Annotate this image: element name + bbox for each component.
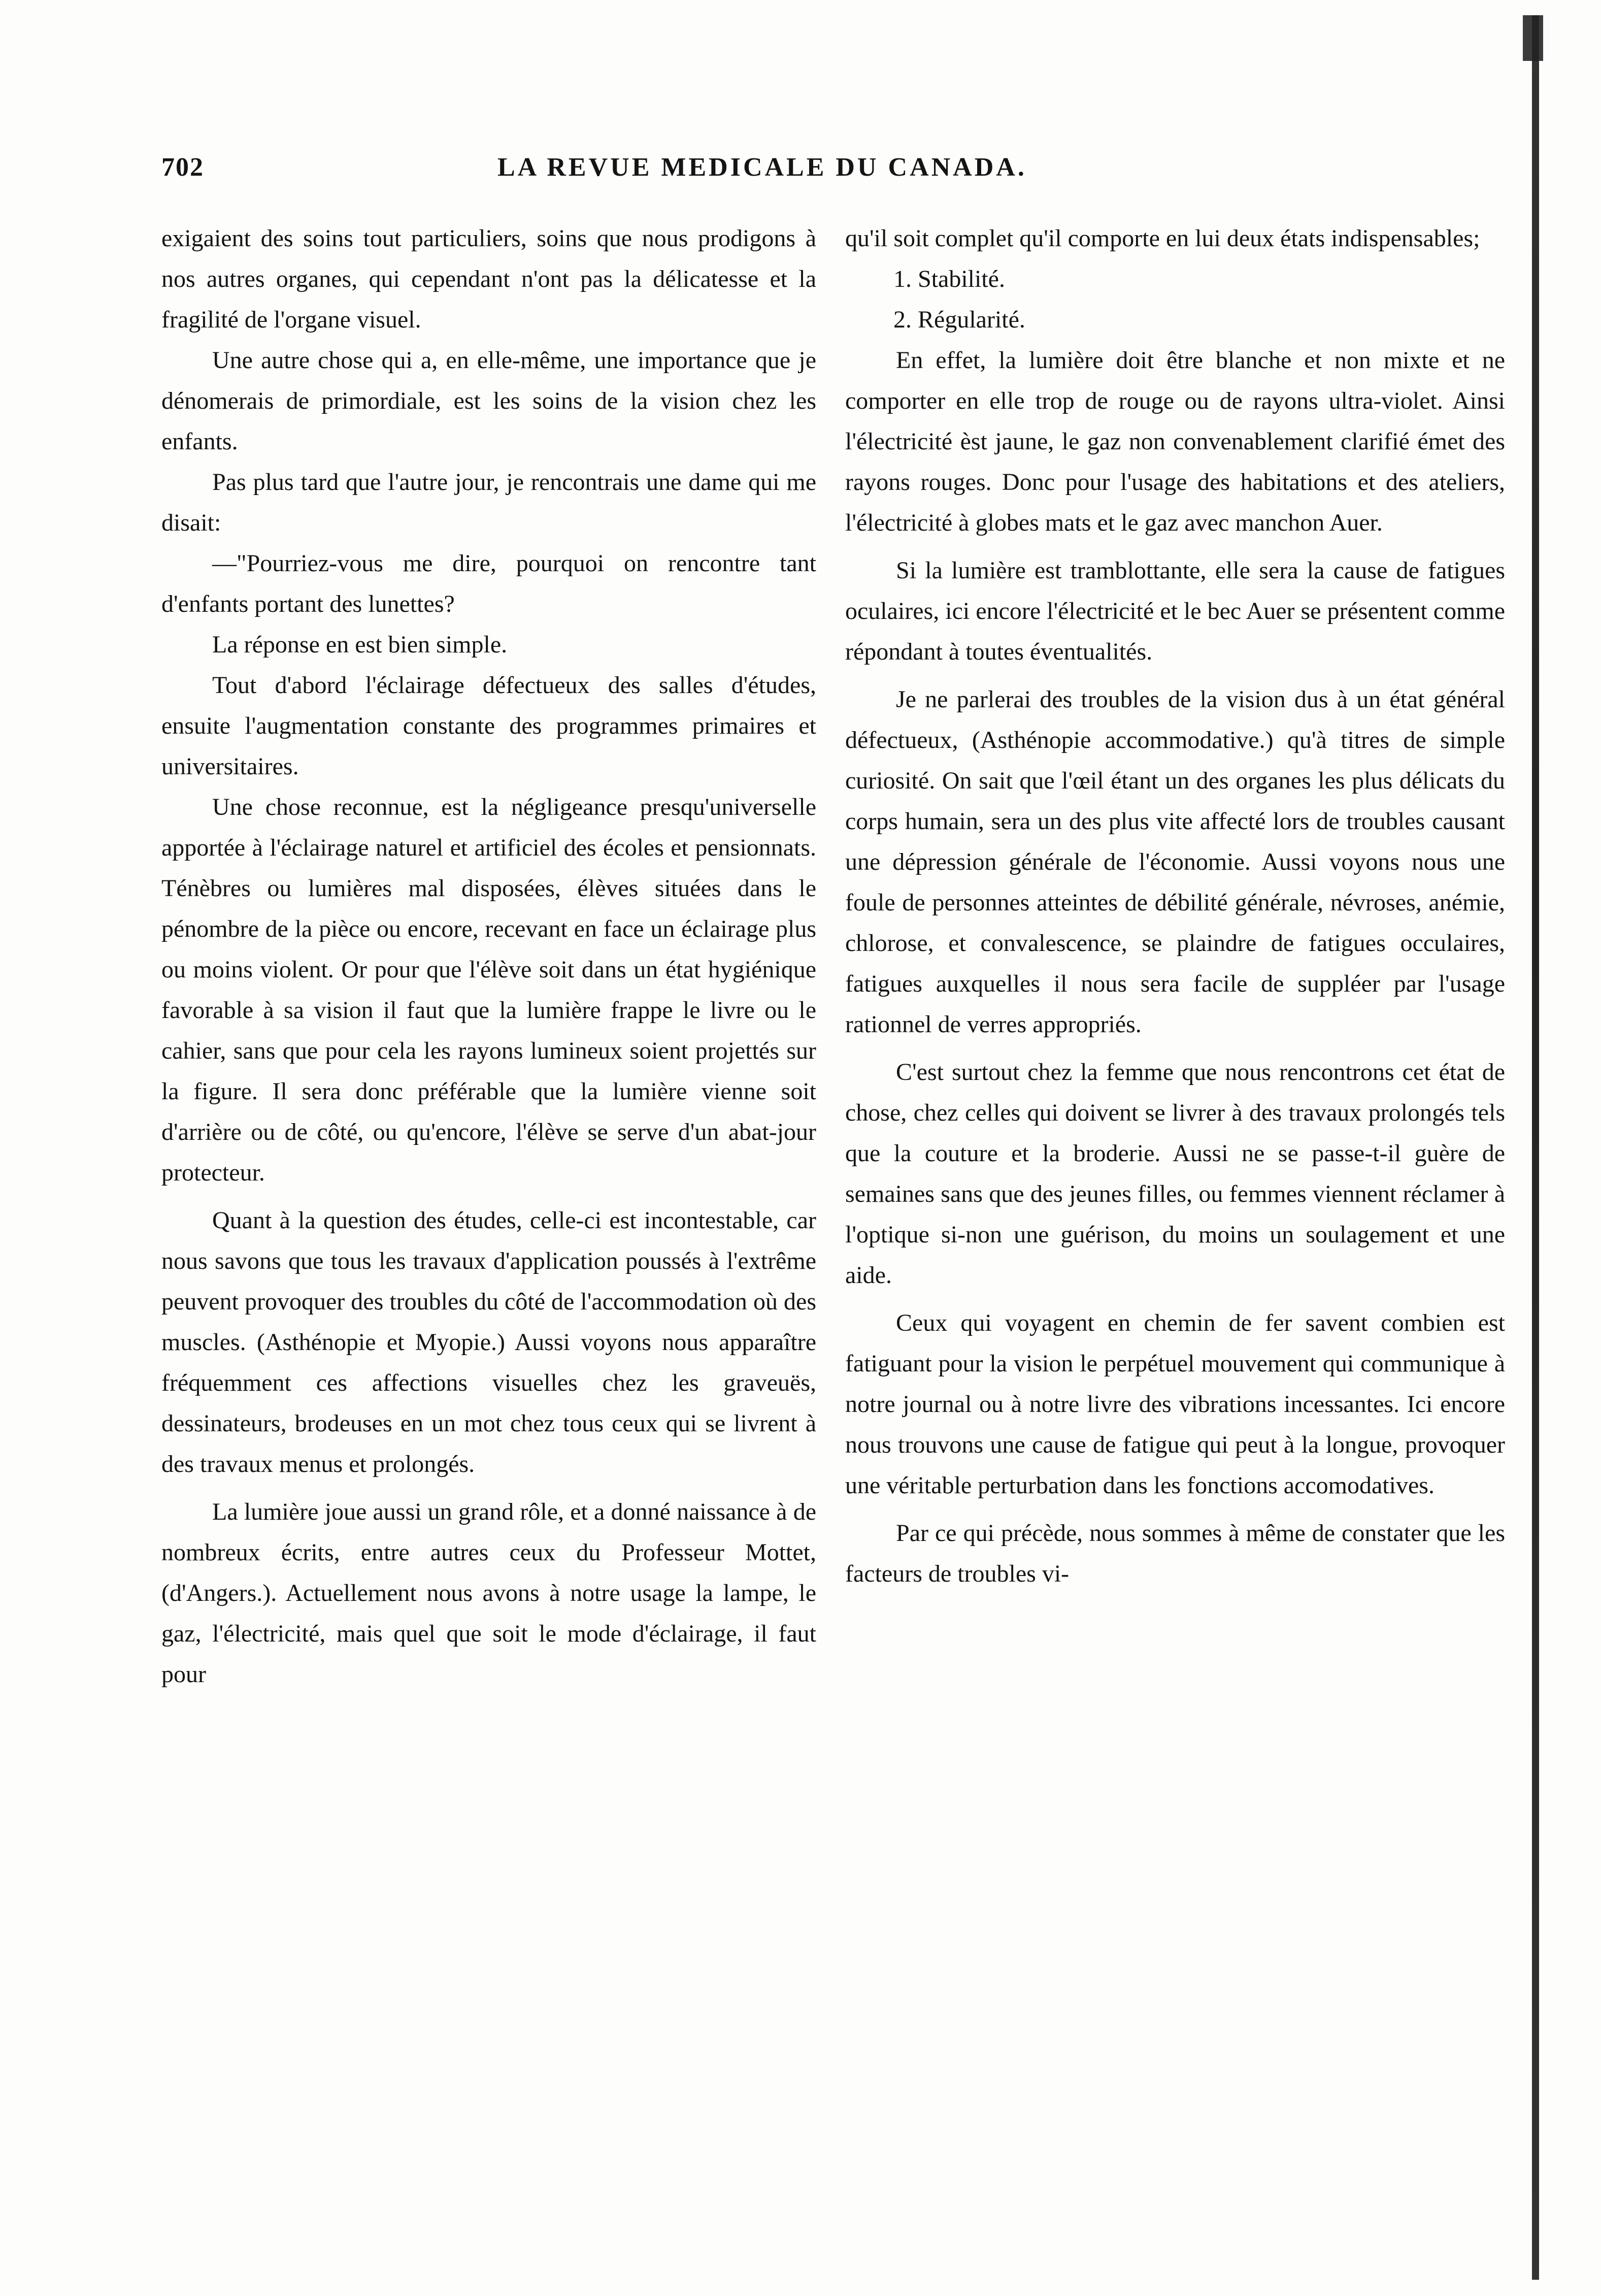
- paragraph: Une chose reconnue, est la négligeance presqu'universelle apportée à l'éclairage naturel et artificiel des écoles et pensionnats. Ténèbres ou lumières mal disposées, élèves situées dans le pénombre de la pièce ou encore, recevant en face un éclairage plus ou moins violent. Or pour que l'élève soit dans un état hygiénique favorable à sa vision il faut que la lumière frappe le livre ou le cahier, sans que pour cela les rayons lumineux soient projettés sur la figure. Il sera donc préférable que la lumière vienne soit d'arrière ou de côté, ou qu'encore, l'élève se serve d'un abat-jour protecteur.: [161, 794, 816, 1186]
- binding-edge-rule: [1532, 15, 1539, 2280]
- page-number: 702: [161, 153, 204, 182]
- paragraph: Tout d'abord l'éclairage défectueux des salles d'études, ensuite l'augmentation constante des programmes primaires et universitaires.: [161, 672, 816, 780]
- paragraph: Quant à la question des études, celle-ci est incontestable, car nous savons que tous les travaux d'application poussés à l'extrême peuvent provoquer des troubles du côté de l'accommodation où des muscles. (Asthénopie et Myopie.) Aussi voyons nous apparaître fréquemment ces affections visuelles chez les graveuës, dessinateurs, brodeuses en un mot chez tous ceux qui se livrent à des travaux menus et prolongés.: [161, 1207, 816, 1478]
- list-item: 2. Régularité.: [893, 306, 1025, 333]
- paragraph: La lumière joue aussi un grand rôle, et a donné naissance à de nombreux écrits, entre autres ceux du Professeur Mottet, (d'Angers.). Actuellement nous avons à notre usage la lampe, le gaz, l'électricité, mais quel que soit le mode d'éclairage, il faut pour: [161, 1498, 816, 1688]
- paragraph: Si la lumière est tramblottante, elle sera la cause de fatigues oculaires, ici encore l'électricité et le bec Auer se présentent comme répondant à toutes éventualités.: [845, 557, 1506, 665]
- paragraph: Je ne parlerai des troubles de la vision dus à un état général défectueux, (Asthénopie accommodative.) qu'à titres de simple curiosité. On sait que l'œil étant un des organes les plus délicats du corps humain, sera un des plus vite affecté lors de troubles causant une dépression générale de l'économie. Aussi voyons nous une foule de personnes atteintes de débilité générale, névroses, anémie, chlorose, et convalescence, se plaindre de fatigues occulaires, fatigues auxquelles il nous sera facile de suppléer par l'usage rationnel de verres appropriés.: [845, 686, 1505, 1038]
- left-column: [161, 218, 816, 1695]
- paragraph: Ceux qui voyagent en chemin de fer savent combien est fatiguant pour la vision le perpétuel mouvement qui communique à notre journal ou à notre livre des vibrations incessantes. Ici encore nous trouvons une cause de fatigue qui peut à la longue, provoquer une véritable perturbation dans les fonctions accomodatives.: [845, 1309, 1505, 1499]
- paragraph: qu'il soit complet qu'il comporte en lui deux états indispensables;: [845, 225, 1480, 252]
- paragraph: Par ce qui précède, nous sommes à même de constater que les facteurs de troubles vi-: [845, 1520, 1505, 1587]
- paragraph: —"Pourriez-vous me dire, pourquoi on rencontre tant d'enfants portant des lunettes?: [161, 550, 816, 617]
- paragraph: En effet, la lumière doit être blanche et non mixte et ne comporter en elle trop de rouge ou de rayons ultra-violet. Ainsi l'électricité èst jaune, le gaz non convenablement clarifié émet des rayons rouges. Donc pour l'usage des habitations et des ateliers, l'électricité à globes mats et le gaz avec manchon Auer.: [845, 347, 1505, 536]
- paragraph: La réponse en est bien simple.: [212, 631, 508, 658]
- paragraph: Pas plus tard que l'autre jour, je rencontrais une dame qui me disait:: [161, 469, 816, 536]
- right-column: [845, 218, 1505, 1594]
- list-item: 1. Stabilité.: [893, 266, 1005, 292]
- paragraph: Une autre chose qui a, en elle-même, une importance que je dénomerais de primordiale, est les soins de la vision chez les enfants.: [161, 347, 816, 455]
- paragraph: C'est surtout chez la femme que nous rencontrons cet état de chose, chez celles qui doivent se livrer à des travaux prolongés tels que la couture et la broderie. Aussi ne se passe-t-il guère de semaines sans que des jeunes filles, ou femmes viennent réclamer à l'optique si-non une guérison, du moins un soulagement et une aide.: [845, 1059, 1505, 1289]
- paragraph: exigaient des soins tout particuliers, soins que nous prodigons à nos autres organes, qui cependant n'ont pas la délicatesse et la fragilité de l'organe visuel.: [161, 225, 816, 333]
- running-head: LA REVUE MEDICALE DU CANADA.: [497, 153, 1027, 182]
